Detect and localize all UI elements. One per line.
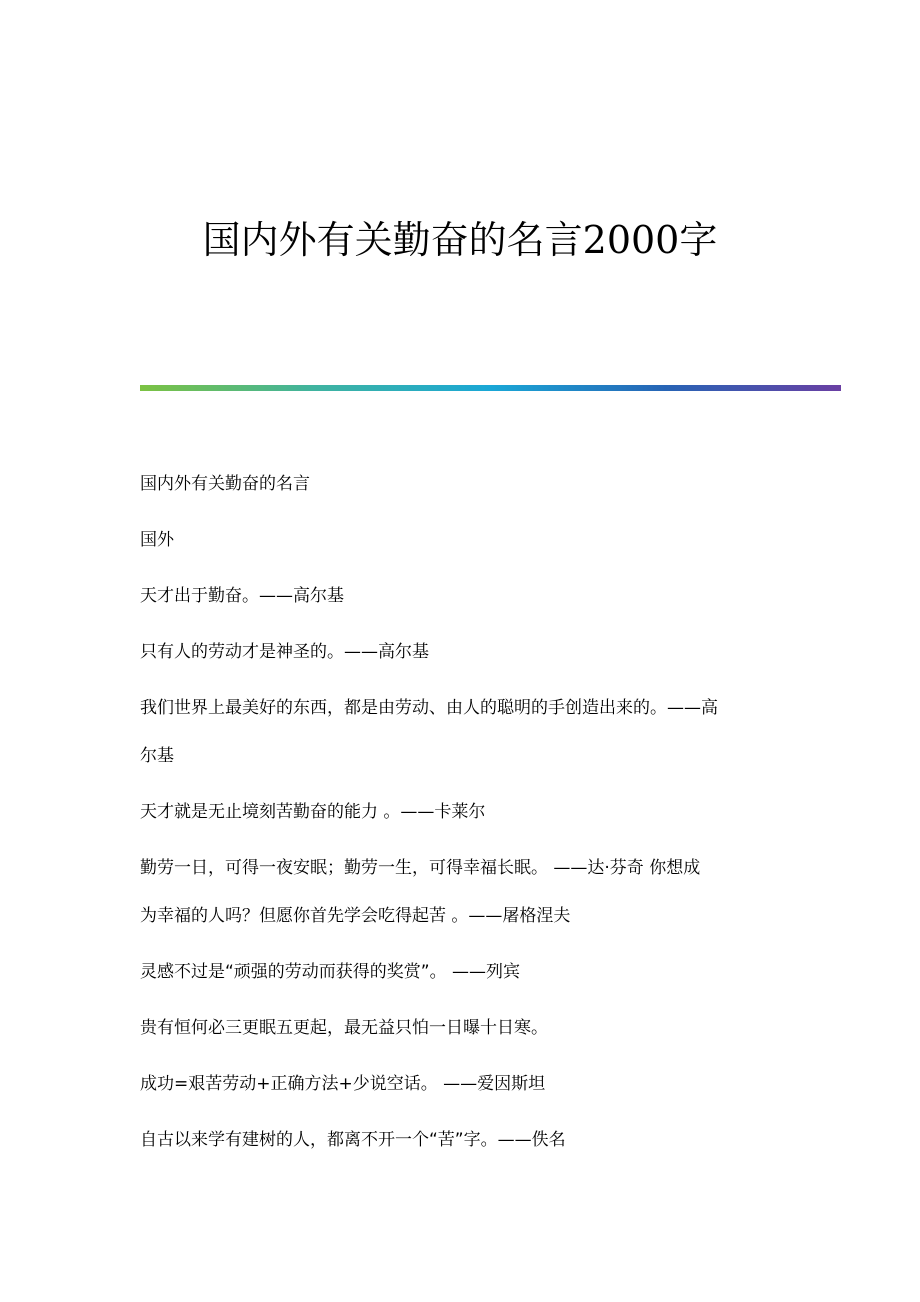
- quote-line: 天才就是无止境刻苦勤奋的能力 。——卡莱尔: [140, 802, 486, 822]
- quote-line: 我们世界上最美好的东西，都是由劳动、由人的聪明的手创造出来的。——高: [140, 698, 718, 718]
- title-divider: [140, 385, 841, 391]
- subsection-heading: 国外: [140, 530, 174, 550]
- quote-line: 成功=艰苦劳动+正确方法+少说空话。 ——爱因斯坦: [140, 1074, 546, 1094]
- section-heading: 国内外有关勤奋的名言: [140, 474, 310, 494]
- quote-line: 贵有恒何必三更眠五更起，最无益只怕一日曝十日寒。: [140, 1018, 548, 1038]
- quote-line: 只有人的劳动才是神圣的。——高尔基: [140, 642, 429, 662]
- quote-line: 天才出于勤奋。——高尔基: [140, 586, 344, 606]
- quote-line: 勤劳一日，可得一夜安眠；勤劳一生，可得幸福长眠。 ——达·芬奇 你想成: [140, 858, 701, 878]
- quote-line: 灵感不过是“顽强的劳动而获得的奖赏”。 ——列宾: [140, 962, 521, 982]
- quote-line-continuation: 为幸福的人吗？但愿你首先学会吃得起苦 。——屠格涅夫: [140, 906, 571, 926]
- document-title: 国内外有关勤奋的名言2000字: [202, 218, 718, 262]
- quote-line-continuation: 尔基: [140, 746, 174, 766]
- quote-line: 自古以来学有建树的人，都离不开一个“苦”字。——佚名: [140, 1130, 566, 1150]
